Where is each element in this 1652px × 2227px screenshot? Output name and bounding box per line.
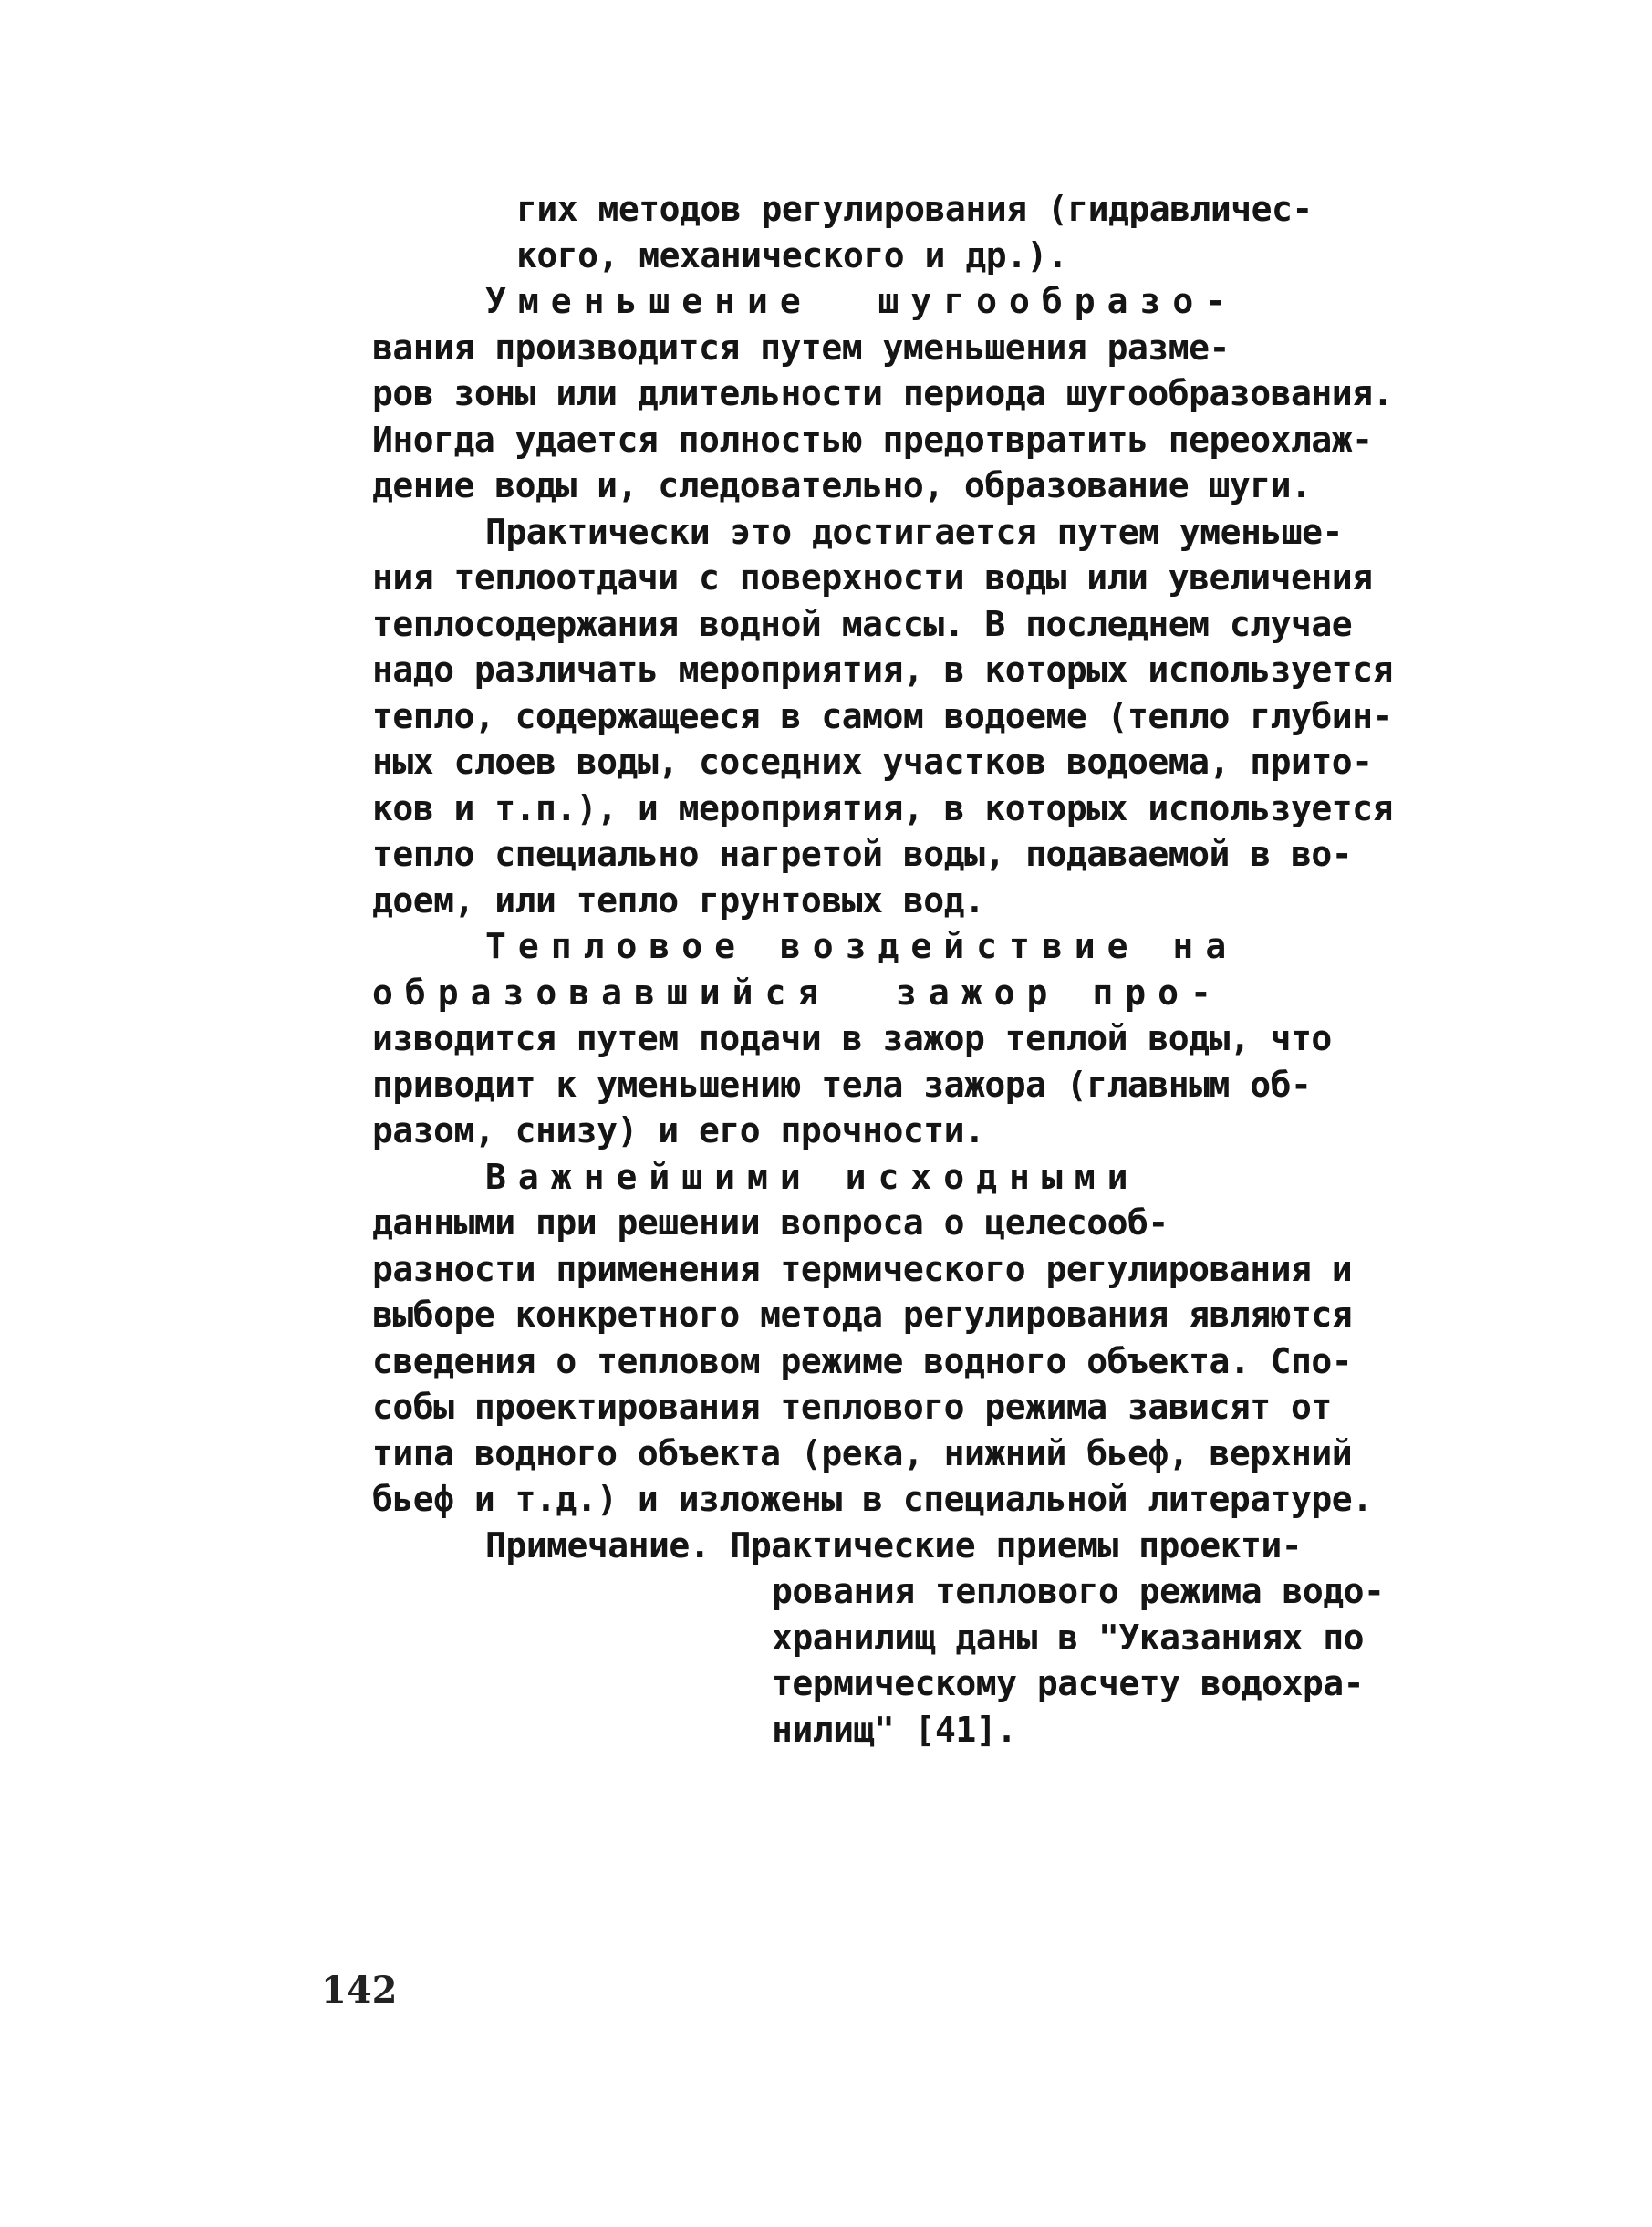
note-line: рования теплового режима водо-: [772, 1571, 1385, 1611]
text-line: ков и т.п.), и мероприятия, в которых используется: [372, 787, 1393, 828]
text-line: ных слоев воды, соседних участков водоема, прито-: [372, 742, 1373, 782]
text-line: Практически это достигается путем уменьше-: [485, 511, 1343, 552]
emphasized-heading: образовавшийся зажор про-: [372, 972, 1223, 1013]
text-line: сведения о тепловом режиме водного объекта. Спо-: [372, 1340, 1353, 1381]
emphasized-heading: Тепловое воздействие на: [485, 926, 1239, 966]
text-line: доем, или тепло грунтовых вод.: [372, 879, 985, 921]
text-line: гих методов регулирования (гидравличес-: [516, 189, 1313, 229]
page-number: 142: [321, 1969, 398, 2012]
text-line: надо различать мероприятия, в которых используется: [372, 650, 1393, 690]
text-line: бьеф и т.д.) и изложены в специальной литературе.: [372, 1479, 1373, 1519]
text-line: собы проектирования теплового режима зависят от: [372, 1387, 1332, 1427]
text-line: изводится путем подачи в зажор теплой воды, что: [372, 1018, 1332, 1058]
text-line: разом, снизу) и его прочности.: [372, 1110, 985, 1150]
text-line: Иногда удается полностью предотвратить переохлаж-: [372, 419, 1373, 460]
note-line: нилищ" [41].: [772, 1709, 1017, 1750]
note-line: хранилищ даны в "Указаниях по: [772, 1617, 1364, 1658]
text-line: ния теплоотдачи с поверхности воды или увеличения: [372, 557, 1373, 598]
text-line: теплосодержания водной массы. В последнем случае: [372, 603, 1353, 644]
note-line: Примечание. Практические приемы проекти-: [485, 1525, 1303, 1566]
text-line: тепло, содержащееся в самом водоеме (тепло глубин-: [372, 695, 1393, 736]
emphasized-heading: Важнейшими исходными: [485, 1156, 1140, 1197]
text-line: вания производится путем уменьшения разме-: [372, 327, 1230, 368]
text-line: дение воды и, следовательно, образование шуги.: [372, 465, 1312, 505]
text-line: типа водного объекта (река, нижний бьеф, верхний: [372, 1432, 1353, 1473]
text-line: кого, механического и др.).: [516, 234, 1068, 276]
text-line: данными при решении вопроса о целесооб-: [372, 1202, 1169, 1243]
text-line: выборе конкретного метода регулирования являются: [372, 1295, 1353, 1335]
text-line: разности применения термического регулирования и: [372, 1248, 1353, 1289]
text-line: ров зоны или длительности периода шугообразования.: [372, 373, 1393, 413]
text-line: тепло специально нагретой воды, подаваемой в во-: [372, 834, 1353, 874]
body-text: [372, 186, 1503, 1753]
text-line: приводит к уменьшению тела зажора (главным об-: [372, 1064, 1312, 1105]
emphasized-heading: Уменьшение шугообразо-: [485, 281, 1239, 321]
note-line: термическому расчету водохра-: [772, 1663, 1364, 1703]
